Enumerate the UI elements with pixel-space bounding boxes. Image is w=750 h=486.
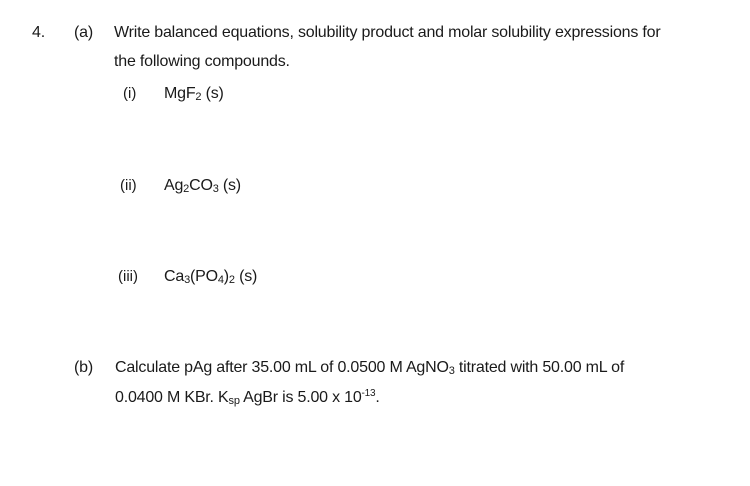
- subscript: 2: [228, 274, 235, 286]
- part-a-text-line-2: the following compounds.: [114, 53, 290, 70]
- text-run: Ag: [164, 177, 184, 194]
- superscript: -13: [361, 388, 376, 399]
- subscript: 3: [448, 365, 455, 377]
- subscript: 2: [183, 183, 190, 195]
- text-run: (PO: [189, 268, 218, 285]
- item-i-formula: [164, 85, 224, 103]
- text-run: (s): [201, 85, 224, 102]
- part-b-label: (b): [74, 359, 93, 376]
- part-b-text-line-2: [115, 388, 380, 407]
- part-a-text-line-1: Write balanced equations, solubility product and molar solubility expressions for: [114, 24, 661, 41]
- item-ii-formula: [164, 177, 241, 195]
- text-run: Calculate pAg after 35.00 mL of 0.0500 M AgNO: [115, 359, 449, 376]
- subscript: 3: [184, 274, 190, 286]
- text-run: (s): [234, 268, 258, 285]
- text-run: MgF: [164, 85, 196, 102]
- item-i-label: (i): [123, 85, 137, 102]
- text-run: ): [223, 268, 229, 285]
- part-a-label: (a): [74, 24, 93, 41]
- subscript: 3: [212, 183, 219, 195]
- item-iii-formula: [164, 268, 257, 286]
- item-iii-label: (iii): [118, 268, 138, 285]
- text-run: AgBr is 5.00 x 10: [239, 389, 362, 406]
- text-run: CO: [189, 177, 213, 194]
- subscript: 4: [217, 274, 224, 286]
- text-run: (s): [218, 177, 241, 194]
- text-run: .: [375, 389, 380, 406]
- text-run: 0.0400 M KBr. K: [115, 389, 229, 406]
- question-number: 4.: [32, 24, 45, 41]
- subscript: 2: [195, 91, 202, 103]
- text-run: titrated with 50.00 mL of: [454, 359, 625, 376]
- text-run: Ca: [164, 268, 185, 285]
- subscript: sp: [228, 395, 240, 407]
- part-b-text-line-1: [115, 359, 624, 377]
- item-ii-label: (ii): [120, 177, 137, 194]
